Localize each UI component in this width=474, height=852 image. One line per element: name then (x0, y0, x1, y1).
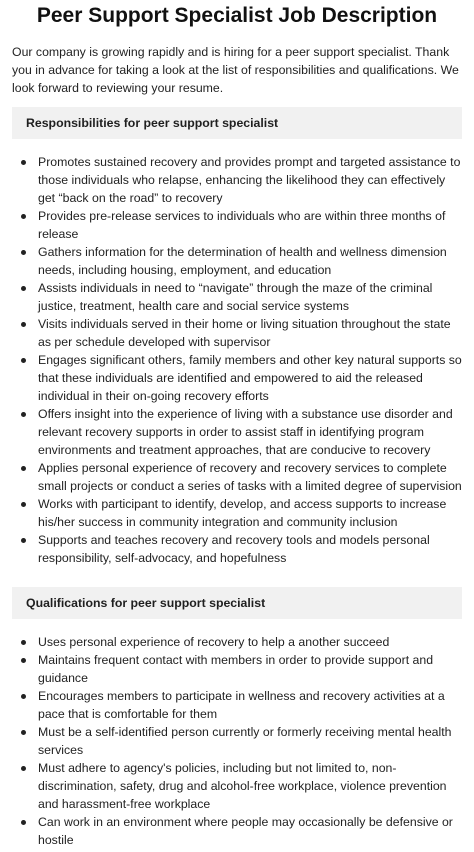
list-item-text: Works with participant to identify, develop, and access supports to increase his/her success in community integration and community inclusion (38, 497, 447, 529)
bullet-icon (21, 412, 26, 417)
list-item (38, 459, 462, 495)
list-item (38, 351, 462, 405)
list-item (38, 405, 462, 459)
list-item-text: Encourages members to participate in wellness and recovery activities at a pace that is comfortable for them (38, 689, 445, 721)
responsibilities-list (12, 153, 462, 567)
list-item (38, 279, 462, 315)
bullet-icon (21, 694, 26, 699)
list-item-text: Promotes sustained recovery and provides prompt and targeted assistance to those individuals who relapse, enhancing the likelihood they can effectively get “back on the road” to recovery (38, 155, 461, 205)
list-item-text: Uses personal experience of recovery to help a another succeed (38, 635, 390, 649)
list-item-text: Supports and teaches recovery and recovery tools and models personal responsibility, self-advocacy, and hopefulness (38, 533, 430, 565)
list-item (38, 531, 462, 567)
list-item-text: Maintains frequent contact with members in order to provide support and guidance (38, 653, 434, 685)
list-item-text: Can work in an environment where people may occasionally be defensive or hostile (38, 815, 453, 847)
list-item-text: Must be a self-identified person currently or formerly receiving mental health services (38, 725, 452, 757)
list-item-text: Assists individuals in need to “navigate” through the maze of the criminal justice, treatment, health care and social service systems (38, 281, 433, 313)
intro-paragraph: Our company is growing rapidly and is hiring for a peer support specialist. Thank you in advance for taking a look at the list of responsibilities and qualifications. We look forward to reviewing your resume. (12, 45, 459, 95)
list-item-text: Must adhere to agency's policies, including but not limited to, non-discrimination, safety, drug and alcohol-free workplace, violence prevention and harassment-free workplace (38, 761, 447, 811)
list-item (38, 153, 462, 207)
list-item-text: Visits individuals served in their home or living situation throughout the state as per schedule developed with supervisor (38, 317, 451, 349)
list-item (38, 723, 462, 759)
bullet-icon (21, 286, 26, 291)
bullet-icon (21, 640, 26, 645)
bullet-icon (21, 322, 26, 327)
qualifications-list (12, 633, 462, 849)
list-item (38, 243, 462, 279)
bullet-icon (21, 820, 26, 825)
list-item (38, 687, 462, 723)
list-item (38, 633, 462, 651)
bullet-icon (21, 658, 26, 663)
bullet-icon (21, 466, 26, 471)
list-item (38, 315, 462, 351)
list-item-text: Applies personal experience of recovery and recovery services to complete small projects or conduct a series of tasks with a limited degree of supervision (38, 461, 462, 493)
list-item-text: Offers insight into the experience of living with a substance use disorder and relevant recovery supports in order to assist staff in identifying program environments and treatment approaches, that are conducive to recovery (38, 407, 453, 457)
bullet-icon (21, 250, 26, 255)
responsibilities-heading: Responsibilities for peer support specialist (12, 107, 462, 139)
list-item-text: Provides pre-release services to individuals who are within three months of release (38, 209, 446, 241)
bullet-icon (21, 358, 26, 363)
bullet-icon (21, 766, 26, 771)
list-item (38, 495, 462, 531)
bullet-icon (21, 502, 26, 507)
qualifications-heading: Qualifications for peer support specialist (12, 587, 462, 619)
bullet-icon (21, 160, 26, 165)
list-item (38, 207, 462, 243)
list-item-text: Engages significant others, family members and other key natural supports so that these individuals are identified and empowered to aid the released individual in their on-going recovery efforts (38, 353, 462, 403)
list-item (38, 813, 462, 849)
bullet-icon (21, 730, 26, 735)
list-item (38, 651, 462, 687)
bullet-icon (21, 538, 26, 543)
bullet-icon (21, 214, 26, 219)
page-title: Peer Support Specialist Job Description (36, 4, 438, 27)
list-item (38, 759, 462, 813)
list-item-text: Gathers information for the determination of health and wellness dimension needs, including housing, employment, and education (38, 245, 447, 277)
